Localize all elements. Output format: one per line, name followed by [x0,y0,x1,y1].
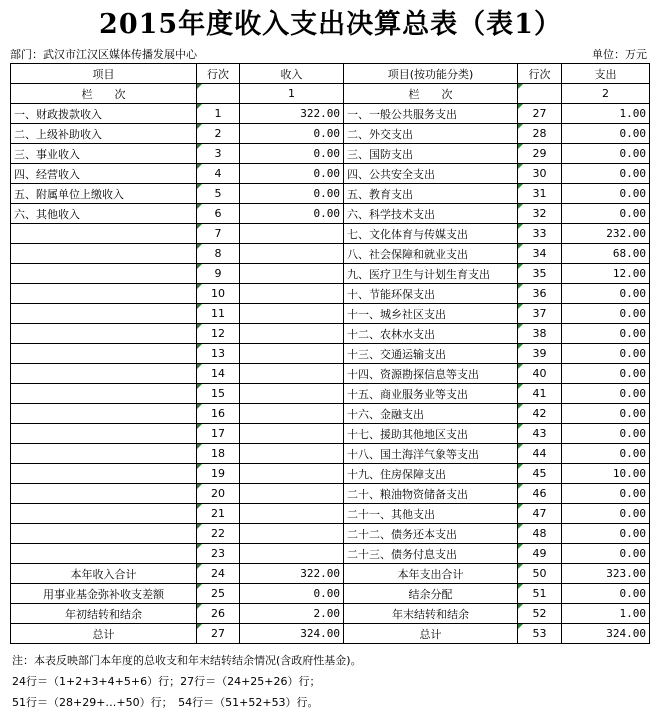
income-amount: 0.00 [240,584,344,604]
table-row [11,384,650,404]
note-line: 51行＝（28+29+…+50）行； 54行＝（51+52+53）行。 [12,696,319,709]
expense-seq: 51 [518,584,562,604]
table-row [11,184,650,204]
subheader-n2: 2 [562,84,650,104]
table-row [11,144,650,164]
expense-seq: 33 [518,224,562,244]
expense-item: 十五、商业服务业等支出 [344,384,518,404]
subheader-blank [197,84,240,104]
income-item [11,484,197,504]
expense-seq: 40 [518,364,562,384]
expense-seq: 32 [518,204,562,224]
income-amount: 0.00 [240,184,344,204]
expense-seq: 38 [518,324,562,344]
expense-item: 十、节能环保支出 [344,284,518,304]
income-amount [240,324,344,344]
header-seq: 行次 [197,64,240,84]
expense-amount: 0.00 [562,364,650,384]
expense-amount: 0.00 [562,444,650,464]
header-expense-item: 项目(按功能分类) [344,64,518,84]
expense-seq: 27 [518,104,562,124]
table-row [11,484,650,504]
expense-item: 二十二、债务还本支出 [344,524,518,544]
expense-seq: 48 [518,524,562,544]
income-item [11,244,197,264]
expense-amount: 1.00 [562,604,650,624]
expense-item: 十九、住房保障支出 [344,464,518,484]
expense-seq: 53 [518,624,562,644]
expense-seq: 52 [518,604,562,624]
table-subheader-row [11,84,650,104]
expense-amount: 0.00 [562,144,650,164]
expense-item: 结余分配 [344,584,518,604]
income-amount [240,344,344,364]
income-item: 二、上级补助收入 [11,124,197,144]
page-title: 2015年度收入支出决算总表（表1） [99,9,562,40]
expense-amount: 0.00 [562,324,650,344]
income-seq: 17 [197,424,240,444]
income-item [11,264,197,284]
expense-amount: 0.00 [562,484,650,504]
subheader-n1: 1 [240,84,344,104]
expense-seq: 29 [518,144,562,164]
table-row [11,424,650,444]
income-amount: 0.00 [240,204,344,224]
expense-item: 一、一般公共服务支出 [344,104,518,124]
income-item [11,344,197,364]
table-row [11,344,650,364]
expense-item: 十一、城乡社区支出 [344,304,518,324]
expense-item: 十二、农林水支出 [344,324,518,344]
summary-row [11,624,650,644]
subheader-blank2 [518,84,562,104]
note-line: 注：本表反映部门本年度的总收支和年末结转结余情况(含政府性基金)。 [12,654,362,667]
income-seq: 4 [197,164,240,184]
expense-amount: 0.00 [562,304,650,324]
expense-amount: 1.00 [562,104,650,124]
expense-item: 七、文化体育与传媒支出 [344,224,518,244]
income-amount [240,244,344,264]
income-item: 用事业基金弥补收支差额 [11,584,197,604]
income-amount: 0.00 [240,124,344,144]
income-item [11,364,197,384]
expense-item: 十四、资源勘探信息等支出 [344,364,518,384]
expense-seq: 37 [518,304,562,324]
expense-item: 二、外交支出 [344,124,518,144]
expense-amount: 324.00 [562,624,650,644]
income-item [11,424,197,444]
expense-amount: 0.00 [562,284,650,304]
income-seq: 2 [197,124,240,144]
note-line: 24行＝（1+2+3+4+5+6）行；27行＝（24+25+26）行； [12,675,321,688]
expense-seq: 30 [518,164,562,184]
income-seq: 20 [197,484,240,504]
expense-seq: 50 [518,564,562,584]
expense-amount: 0.00 [562,384,650,404]
expense-seq: 45 [518,464,562,484]
income-item: 六、其他收入 [11,204,197,224]
income-seq: 12 [197,324,240,344]
expense-amount: 0.00 [562,124,650,144]
expense-amount: 0.00 [562,344,650,364]
expense-amount: 0.00 [562,504,650,524]
income-amount [240,484,344,504]
summary-row [11,604,650,624]
income-seq: 3 [197,144,240,164]
expense-seq: 49 [518,544,562,564]
income-seq: 21 [197,504,240,524]
expense-amount: 0.00 [562,204,650,224]
income-amount: 2.00 [240,604,344,624]
expense-seq: 35 [518,264,562,284]
expense-amount: 323.00 [562,564,650,584]
summary-row [11,564,650,584]
income-seq: 15 [197,384,240,404]
income-amount [240,224,344,244]
income-amount: 0.00 [240,144,344,164]
income-seq: 7 [197,224,240,244]
income-seq: 25 [197,584,240,604]
expense-seq: 47 [518,504,562,524]
income-item [11,524,197,544]
income-seq: 5 [197,184,240,204]
table-row [11,444,650,464]
income-amount [240,384,344,404]
income-item: 四、经营收入 [11,164,197,184]
subheader-col: 栏 次 [11,84,197,104]
expense-item: 总计 [344,624,518,644]
income-seq: 24 [197,564,240,584]
expense-seq: 39 [518,344,562,364]
table-row [11,524,650,544]
income-amount [240,284,344,304]
table-row [11,164,650,184]
expense-item: 本年支出合计 [344,564,518,584]
expense-item: 二十、粮油物资储备支出 [344,484,518,504]
income-seq: 1 [197,104,240,124]
header-item: 项目 [11,64,197,84]
income-item [11,464,197,484]
expense-seq: 41 [518,384,562,404]
expense-amount: 12.00 [562,264,650,284]
income-amount: 0.00 [240,164,344,184]
table-row [11,244,650,264]
expense-seq: 43 [518,424,562,444]
income-item: 年初结转和结余 [11,604,197,624]
income-item: 本年收入合计 [11,564,197,584]
table-row [11,504,650,524]
expense-amount: 0.00 [562,424,650,444]
income-item [11,504,197,524]
header-seq2: 行次 [518,64,562,84]
notes [12,650,362,713]
income-seq: 18 [197,444,240,464]
subheader-col2: 栏 次 [344,84,518,104]
table-row [11,204,650,224]
expense-amount: 0.00 [562,164,650,184]
income-item [11,384,197,404]
income-seq: 9 [197,264,240,284]
expense-seq: 42 [518,404,562,424]
expense-seq: 46 [518,484,562,504]
income-amount [240,524,344,544]
income-amount: 322.00 [240,104,344,124]
expense-amount: 0.00 [562,584,650,604]
income-amount [240,424,344,444]
income-amount [240,404,344,424]
income-item: 五、附属单位上缴收入 [11,184,197,204]
income-seq: 23 [197,544,240,564]
income-amount: 324.00 [240,624,344,644]
income-seq: 14 [197,364,240,384]
income-item [11,544,197,564]
income-item [11,284,197,304]
table-row [11,264,650,284]
income-seq: 19 [197,464,240,484]
table-row [11,324,650,344]
header-income: 收入 [240,64,344,84]
expense-item: 十八、国土海洋气象等支出 [344,444,518,464]
expense-amount: 0.00 [562,524,650,544]
expense-seq: 44 [518,444,562,464]
income-amount: 322.00 [240,564,344,584]
expense-item: 二十三、债务付息支出 [344,544,518,564]
table-row [11,104,650,124]
expense-item: 十三、交通运输支出 [344,344,518,364]
expense-item: 年末结转和结余 [344,604,518,624]
expense-amount: 10.00 [562,464,650,484]
expense-item: 十六、金融支出 [344,404,518,424]
expense-seq: 36 [518,284,562,304]
expense-amount: 232.00 [562,224,650,244]
income-amount [240,444,344,464]
income-amount [240,504,344,524]
income-seq: 27 [197,624,240,644]
table-row [11,224,650,244]
expense-amount: 0.00 [562,404,650,424]
table-row [11,464,650,484]
expense-seq: 31 [518,184,562,204]
expense-seq: 34 [518,244,562,264]
income-item [11,444,197,464]
expense-amount: 0.00 [562,544,650,564]
table-row [11,544,650,564]
income-item: 总计 [11,624,197,644]
department-label: 部门：武汉市江汉区媒体传播发展中心 [10,48,197,61]
income-amount [240,464,344,484]
income-seq: 22 [197,524,240,544]
income-item: 一、财政拨款收入 [11,104,197,124]
table-row [11,364,650,384]
expense-item: 八、社会保障和就业支出 [344,244,518,264]
summary-row [11,584,650,604]
income-seq: 16 [197,404,240,424]
expense-item: 二十一、其他支出 [344,504,518,524]
income-seq: 8 [197,244,240,264]
income-item [11,304,197,324]
income-amount [240,544,344,564]
income-seq: 6 [197,204,240,224]
expense-item: 五、教育支出 [344,184,518,204]
table-row [11,304,650,324]
income-amount [240,264,344,284]
income-seq: 26 [197,604,240,624]
expense-item: 三、国防支出 [344,144,518,164]
income-item [11,224,197,244]
income-seq: 11 [197,304,240,324]
table-header-row [11,64,650,84]
expense-amount: 68.00 [562,244,650,264]
expense-item: 四、公共安全支出 [344,164,518,184]
income-item [11,324,197,344]
table-row [11,124,650,144]
expense-amount: 0.00 [562,184,650,204]
income-seq: 13 [197,344,240,364]
table-row [11,284,650,304]
expense-seq: 28 [518,124,562,144]
unit-label: 单位：万元 [592,48,647,61]
table-row [11,404,650,424]
income-amount [240,364,344,384]
budget-table [10,63,650,644]
income-seq: 10 [197,284,240,304]
expense-item: 六、科学技术支出 [344,204,518,224]
income-amount [240,304,344,324]
header-expense: 支出 [562,64,650,84]
expense-item: 十七、援助其他地区支出 [344,424,518,444]
income-item [11,404,197,424]
expense-item: 九、医疗卫生与计划生育支出 [344,264,518,284]
income-item: 三、事业收入 [11,144,197,164]
